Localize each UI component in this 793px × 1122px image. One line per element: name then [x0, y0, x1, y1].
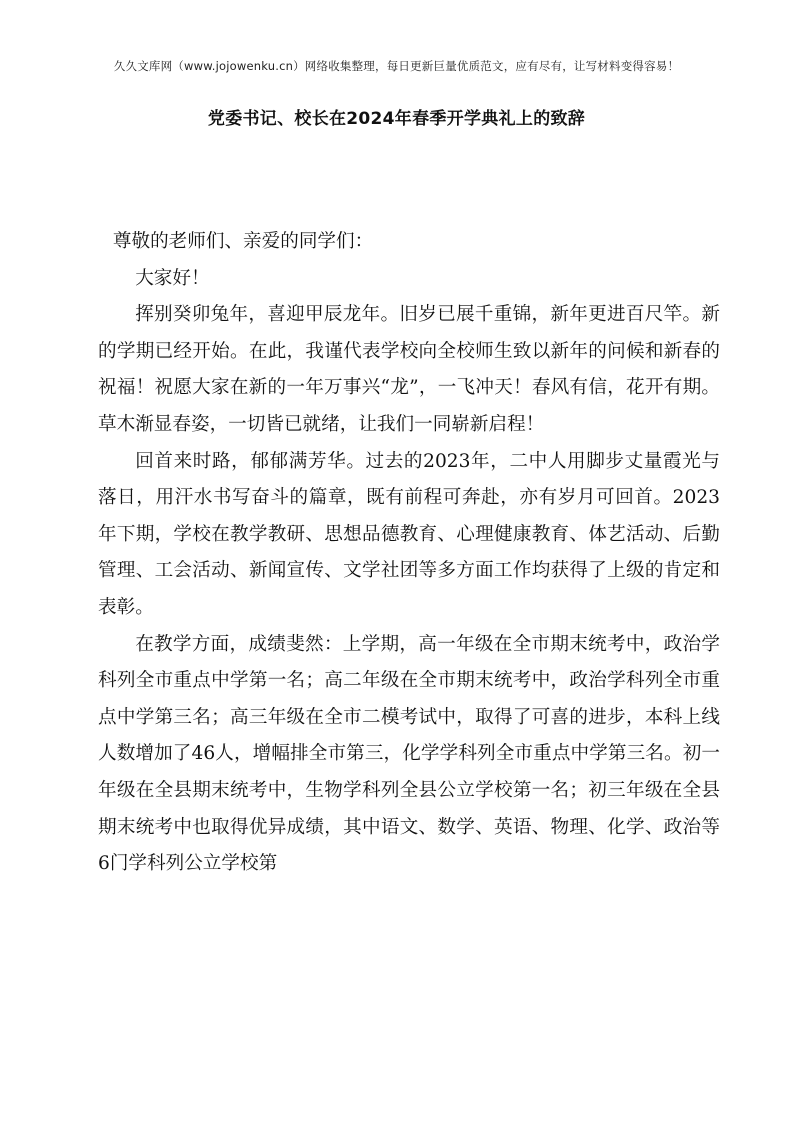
greeting: 大家好！ — [135, 267, 210, 289]
document-title: 党委书记、校长在2024年春季开学典礼上的致辞 — [207, 109, 586, 129]
document-body — [98, 224, 720, 883]
paragraph-1: 挥别癸卯兔年，喜迎甲辰龙年。旧岁已展千重锦，新年更进百尺竿。新的学期已经开始。在此，我谨代表学校向全校师生致以新年的问候和新春的祝福！祝愿大家在新的一年万事兴“龙”，一飞冲天！春风有信，花开有期。草木渐显春姿，一切皆已就绪，让我们一同崭新启程！ — [98, 304, 720, 435]
header-note: 久久文库网（www.jojowenku.cn）网络收集整理，每日更新巨量优质范文，应有尽有，让写材料变得容易！ — [113, 59, 680, 73]
paragraph-2: 回首来时路，郁郁满芳华。过去的2023年，二中人用脚步丈量霞光与落日，用汗水书写奋斗的篇章，既有前程可奔赴，亦有岁月可回首。2023年下期，学校在教学教研、思想品德教育、心理健康教育、体艺活动、后勤管理、工会活动、新闻宣传、文学社团等多方面工作均获得了上级的肯定和表彰。 — [98, 450, 720, 618]
paragraph-3: 在教学方面，成绩斐然：上学期，高一年级在全市期末统考中，政治学科列全市重点中学第一名；高二年级在全市期末统考中，政治学科列全市重点中学第三名；高三年级在全市二模考试中，取得了可喜的进步，本科上线人数增加了46人，增幅排全市第三，化学学科列全市重点中学第三名。初一年级在全县期末统考中，生物学科列全县公立学校第一名；初三年级在全县期末统考中也取得优异成绩，其中语文、数学、英语、物理、化学、政治等6门学科列公立学校第 — [98, 633, 720, 875]
salutation: 尊敬的老师们、亲爱的同学们： — [112, 231, 374, 252]
